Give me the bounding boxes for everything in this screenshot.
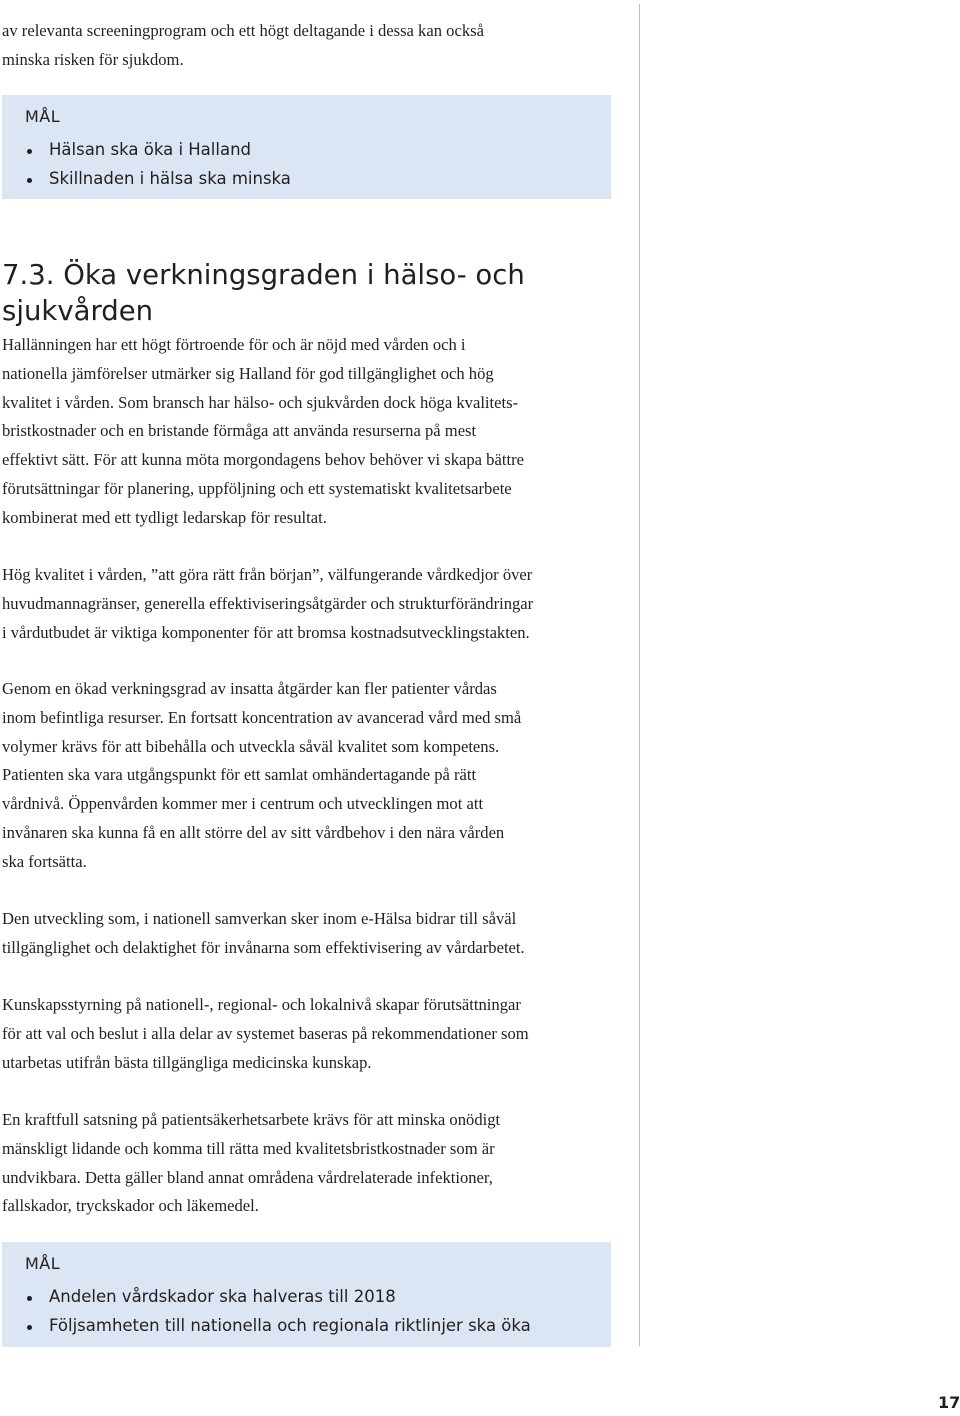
text-line: Kunskapsstyrning på nationell-, regional- och lokalnivå skapar förutsättningar	[2, 995, 521, 1014]
text-line: av relevanta screeningprogram och ett högt deltagande i dessa kan också	[2, 21, 484, 40]
text-line: Hög kvalitet i vården, ”att göra rätt från början”, välfungerande vårdkedjor över	[2, 565, 533, 584]
text-line: Genom en ökad verkningsgrad av insatta åtgärder kan fler patienter vårdas	[2, 679, 497, 698]
section-heading-line: 7.3. Öka verkningsgraden i hälso- och	[2, 259, 525, 291]
goal-item: Följsamheten till nationella och regionala riktlinjer ska öka	[25, 1312, 611, 1341]
goal-box	[2, 1242, 611, 1347]
text-line: volymer krävs för att bibehålla och utveckla såväl kvalitet som kompetens.	[2, 736, 500, 756]
text-line: nationella jämförelser utmärker sig Halland för god tillgänglighet och hög	[2, 363, 494, 383]
text-line: invånaren ska kunna få en allt större del av sitt vårdbehov i den nära vården	[2, 822, 505, 842]
text-line: undvikbara. Detta gäller bland annat områdena vårdrelaterade infektioner,	[2, 1167, 493, 1187]
goal-list	[25, 136, 611, 193]
text-line: vårdnivå. Öppenvården kommer mer i centrum och utvecklingen mot att	[2, 794, 484, 814]
text-line: mänskligt lidande och komma till rätta med kvalitetsbristkostnader som är	[2, 1138, 495, 1158]
goal-box-title: MÅL	[25, 1254, 61, 1273]
goal-item: Andelen vårdskador ska halveras till 2018	[25, 1283, 611, 1312]
text-line: kombinerat med ett tydligt ledarskap för resultat.	[2, 507, 327, 527]
page-number: 17	[938, 1393, 960, 1412]
body-paragraph	[2, 905, 614, 963]
text-line: Hallänningen har ett högt förtroende för och är nöjd med vården och i	[2, 335, 466, 354]
text-line: utarbetas utifrån bästa tillgängliga medicinska kunskap.	[2, 1052, 372, 1072]
body-paragraph	[2, 991, 614, 1077]
section-heading	[2, 257, 622, 329]
body-paragraph	[2, 561, 614, 647]
text-line: Patienten ska vara utgångspunkt för ett samlat omhändertagande på rätt	[2, 765, 477, 785]
text-line: En kraftfull satsning på patientsäkerhetsarbete krävs för att minska onödigt	[2, 1110, 501, 1129]
goal-item: Skillnaden i hälsa ska minska	[25, 165, 611, 194]
text-line: huvudmannagränser, generella effektiviseringsåtgärder och strukturförändringar	[2, 593, 534, 613]
text-line: effektivt sätt. För att kunna möta morgondagens behov behöver vi skapa bättre	[2, 450, 524, 470]
text-line: Den utveckling som, i nationell samverkan sker inom e-Hälsa bidrar till såväl	[2, 909, 517, 928]
text-line: bristkostnader och en bristande förmåga att använda resurserna på mest	[2, 421, 477, 441]
text-line: kvalitet i vården. Som bransch har hälso- och sjukvården dock höga kvalitets-	[2, 392, 519, 412]
body-paragraph	[2, 331, 614, 533]
column-divider	[639, 4, 640, 1346]
text-line: inom befintliga resurser. En fortsatt koncentration av avancerad vård med små	[2, 707, 522, 727]
goal-box-title: MÅL	[25, 107, 61, 126]
text-line: i vårdutbudet är viktiga komponenter för att bromsa kostnadsutvecklingstakten.	[2, 622, 530, 642]
section-heading-line: sjukvården	[2, 295, 154, 327]
goal-box	[2, 95, 611, 199]
text-line: ska fortsätta.	[2, 851, 87, 871]
intro-paragraph	[2, 17, 614, 75]
text-line: fallskador, tryckskador och läkemedel.	[2, 1196, 259, 1216]
text-line: minska risken för sjukdom.	[2, 49, 184, 69]
body-paragraph	[2, 1106, 614, 1221]
text-line: förutsättningar för planering, uppföljning och ett systematiskt kvalitetsarbete	[2, 478, 512, 498]
body-paragraph	[2, 675, 614, 877]
goal-item: Hälsan ska öka i Halland	[25, 136, 611, 165]
text-line: för att val och beslut i alla delar av systemet baseras på rekommendationer som	[2, 1023, 529, 1043]
text-line: tillgänglighet och delaktighet för invånarna som effektivisering av vårdarbetet.	[2, 937, 525, 957]
goal-list	[25, 1283, 611, 1340]
